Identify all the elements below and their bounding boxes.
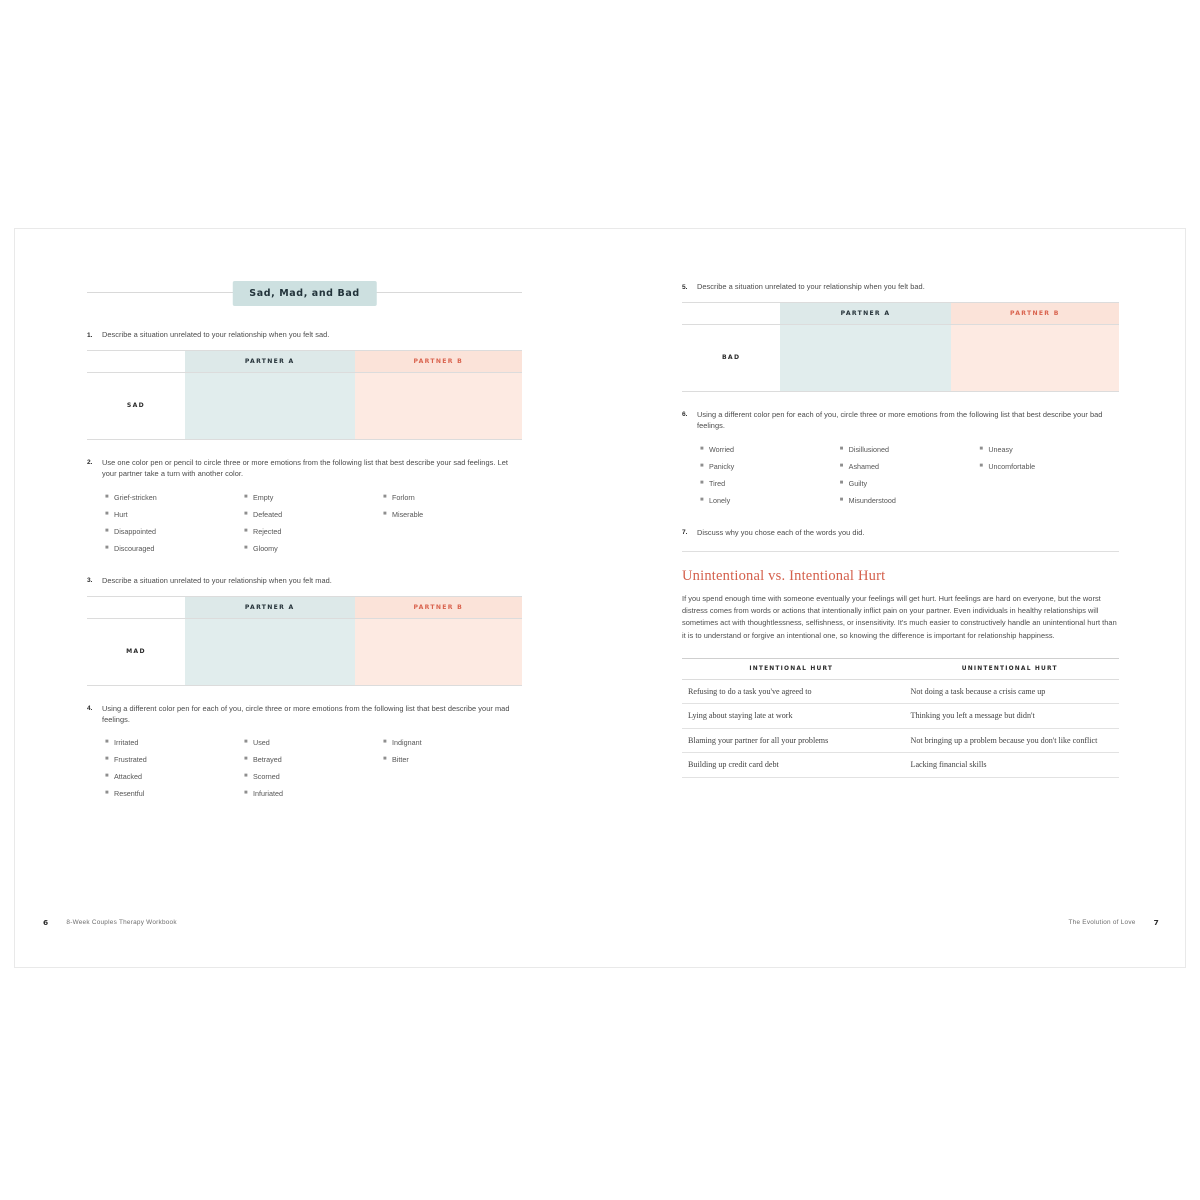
question-item-7	[682, 527, 1119, 539]
emotion-label: Irritated	[114, 738, 139, 748]
bullet-icon: ■	[244, 739, 248, 746]
item-text: Describe a situation unrelated to your relationship when you felt bad.	[697, 282, 925, 291]
partner-a-header: PARTNER A	[185, 350, 355, 372]
bullet-icon: ■	[700, 496, 704, 503]
item-number: 7.	[682, 529, 688, 537]
bullet-icon: ■	[244, 510, 248, 517]
emotion-label: Hurt	[114, 509, 128, 519]
bullet-icon: ■	[839, 445, 844, 452]
page-number: 6	[43, 918, 49, 927]
list-item[interactable]	[383, 506, 522, 523]
cell-intentional: Refusing to do a task you've agreed to	[682, 679, 901, 704]
emotion-column	[105, 489, 244, 557]
partner-table-bad	[682, 302, 1119, 392]
emotion-column	[383, 734, 522, 802]
table-header-row	[682, 302, 1119, 324]
partner-b-header: PARTNER B	[951, 302, 1119, 324]
bullet-icon: ■	[383, 493, 387, 500]
bullet-icon: ■	[383, 510, 387, 517]
bullet-icon: ■	[105, 527, 109, 534]
emotion-label: Used	[253, 738, 270, 748]
bullet-icon: ■	[105, 790, 109, 797]
table-row	[682, 679, 1119, 704]
table-header-row	[87, 350, 522, 372]
emotion-label: Discouraged	[114, 543, 155, 553]
emotion-label: Forlorn	[392, 492, 415, 502]
emotion-list-mad	[105, 734, 522, 802]
list-item[interactable]	[244, 785, 383, 802]
table-row	[682, 704, 1119, 729]
bullet-icon: ■	[839, 496, 844, 503]
bullet-icon: ■	[244, 773, 248, 780]
emotion-label: Disappointed	[114, 526, 156, 536]
list-item[interactable]	[700, 441, 840, 458]
list-item[interactable]	[105, 523, 244, 540]
table-row	[682, 753, 1119, 778]
bullet-icon: ■	[839, 462, 844, 469]
emotion-label: Uneasy	[988, 444, 1013, 454]
list-item[interactable]	[244, 489, 383, 506]
question-item-2	[87, 457, 522, 480]
emotion-label: Uncomfortable	[988, 461, 1036, 471]
item-number: 2.	[87, 459, 93, 467]
list-item[interactable]	[383, 734, 522, 751]
row-label-bad: BAD	[682, 324, 780, 391]
emotion-column	[840, 441, 980, 509]
empty-corner-cell	[87, 350, 185, 372]
partner-b-response-area[interactable]	[951, 324, 1119, 391]
list-item[interactable]	[244, 751, 383, 768]
item-number: 1.	[87, 331, 93, 339]
emotion-label: Tired	[709, 478, 726, 488]
emotion-label: Resentful	[114, 789, 145, 799]
list-item[interactable]	[840, 475, 980, 492]
emotion-column	[383, 489, 522, 557]
emotion-column	[700, 441, 840, 509]
table-row	[682, 324, 1119, 391]
item-number: 6.	[682, 411, 688, 419]
partner-a-header: PARTNER A	[185, 596, 355, 618]
table-header-row	[87, 596, 522, 618]
list-item[interactable]	[700, 458, 840, 475]
chapter-badge: Sad, Mad, and Bad	[232, 281, 376, 306]
list-item[interactable]	[105, 506, 244, 523]
emotion-label: Attacked	[114, 772, 142, 782]
emotion-label: Worried	[709, 444, 735, 454]
emotion-label: Gloomy	[253, 543, 278, 553]
question-item-1	[87, 329, 522, 341]
cell-intentional: Lying about staying late at work	[682, 704, 901, 729]
section-body-text: If you spend enough time with someone eventually your feelings will get hurt. Hurt feelings are hard on everyone, but the worst distress comes from words or actions that intentionally inflict pain on your partner. Even individuals in healthy relationships will sometimes act with thoughtlessness, selfishness, or insensitivity. It's much easier to constructively handle an unintentional hurt than it is to understand or forgive an intentional one, so knowing the difference is important for relationship happiness.	[682, 593, 1117, 640]
table-row	[682, 728, 1119, 753]
list-item[interactable]	[840, 492, 980, 509]
list-item[interactable]	[840, 458, 980, 475]
emotion-label: Ashamed	[848, 461, 880, 471]
emotion-column	[244, 489, 383, 557]
page-number: 7	[1153, 918, 1159, 927]
chapter-badge-row	[87, 281, 522, 315]
cell-unintentional: Lacking financial skills	[901, 753, 1120, 778]
left-page	[15, 229, 600, 967]
item-number: 3.	[87, 577, 93, 585]
partner-b-response-area[interactable]	[355, 618, 522, 685]
hurt-comparison-table	[682, 658, 1119, 778]
emotion-label: Empty	[253, 492, 274, 502]
partner-table-sad	[87, 350, 522, 440]
emotion-label: Rejected	[253, 526, 282, 536]
bullet-icon: ■	[244, 493, 248, 500]
list-item[interactable]	[105, 734, 244, 751]
bullet-icon: ■	[839, 479, 844, 486]
emotion-label: Lonely	[709, 495, 731, 505]
partner-a-header: PARTNER A	[780, 302, 950, 324]
list-item[interactable]	[700, 475, 840, 492]
emotion-label: Misunderstood	[848, 495, 896, 505]
table-row	[87, 372, 522, 439]
bullet-icon: ■	[383, 739, 387, 746]
question-item-3	[87, 575, 522, 587]
emotion-label: Frustrated	[114, 755, 147, 765]
right-page	[600, 229, 1185, 967]
list-item[interactable]	[979, 458, 1119, 475]
row-label-sad: SAD	[87, 372, 185, 439]
emotion-label: Betrayed	[253, 755, 282, 765]
emotion-label: Bitter	[392, 755, 409, 765]
footer-right	[1069, 918, 1159, 927]
bullet-icon: ■	[383, 756, 387, 763]
cell-intentional: Blaming your partner for all your problems	[682, 728, 901, 753]
cell-unintentional: Not doing a task because a crisis came up	[901, 679, 1120, 704]
chapter-title-footer: The Evolution of Love	[1068, 919, 1136, 926]
book-title-footer: 8-Week Couples Therapy Workbook	[66, 919, 177, 926]
partner-b-response-area[interactable]	[355, 372, 522, 439]
emotion-label: Defeated	[253, 509, 283, 519]
bullet-icon: ■	[700, 445, 704, 452]
list-item[interactable]	[105, 489, 244, 506]
list-item[interactable]	[244, 734, 383, 751]
bullet-icon: ■	[979, 462, 983, 469]
emotion-label: Scorned	[253, 772, 280, 782]
partner-a-response-area[interactable]	[185, 372, 355, 439]
book-spread	[14, 228, 1186, 968]
item-number: 4.	[87, 705, 93, 713]
list-item[interactable]	[105, 768, 244, 785]
item-text: Describe a situation unrelated to your relationship when you felt sad.	[102, 330, 330, 339]
item-text: Using a different color pen for each of you, circle three or more emotions from the following list that best describe your bad feelings.	[697, 409, 1103, 431]
item-text: Discuss why you chose each of the words you did.	[697, 527, 865, 537]
list-item[interactable]	[979, 441, 1119, 458]
bullet-icon: ■	[105, 544, 109, 551]
list-item[interactable]	[244, 506, 383, 523]
list-item[interactable]	[244, 540, 383, 557]
cell-unintentional: Thinking you left a message but didn't	[901, 704, 1120, 729]
empty-corner-cell	[682, 302, 780, 324]
emotion-label: Miserable	[392, 509, 424, 519]
list-item[interactable]	[383, 489, 522, 506]
list-item[interactable]	[700, 492, 840, 509]
partner-table-mad	[87, 596, 522, 686]
list-item[interactable]	[383, 751, 522, 768]
item-number: 5.	[682, 283, 688, 291]
cell-unintentional: Not bringing up a problem because you don't like conflict	[901, 728, 1120, 753]
bullet-icon: ■	[244, 527, 248, 534]
emotion-column	[244, 734, 383, 802]
partner-b-header: PARTNER B	[355, 596, 522, 618]
bullet-icon: ■	[244, 790, 248, 797]
emotion-label: Guilty	[848, 478, 868, 488]
column-header-unintentional: UNINTENTIONAL HURT	[901, 658, 1120, 679]
bullet-icon: ■	[700, 462, 704, 469]
bullet-icon: ■	[105, 756, 109, 763]
emotion-label: Disillusioned	[848, 444, 890, 454]
bullet-icon: ■	[244, 756, 248, 763]
emotion-label: Grief-stricken	[114, 492, 157, 502]
partner-a-response-area[interactable]	[780, 324, 950, 391]
item-text: Describe a situation unrelated to your relationship when you felt mad.	[102, 575, 332, 585]
item-text: Using a different color pen for each of you, circle three or more emotions from the following list that best describe your mad feelings.	[102, 703, 510, 725]
emotion-label: Infuriated	[253, 789, 283, 799]
partner-b-header: PARTNER B	[355, 350, 522, 372]
section-divider-rule	[682, 551, 1119, 552]
bullet-icon: ■	[105, 510, 109, 517]
bullet-icon: ■	[105, 773, 109, 780]
emotion-label: Panicky	[709, 461, 735, 471]
question-item-6	[682, 409, 1119, 432]
list-item[interactable]	[840, 441, 980, 458]
list-item[interactable]	[105, 751, 244, 768]
question-item-5	[682, 281, 1119, 293]
emotion-column	[105, 734, 244, 802]
bullet-icon: ■	[105, 739, 109, 746]
list-item[interactable]	[244, 523, 383, 540]
emotion-list-bad	[700, 441, 1119, 509]
list-item[interactable]	[244, 768, 383, 785]
emotion-list-sad	[105, 489, 522, 557]
bullet-icon: ■	[700, 479, 704, 486]
row-label-mad: MAD	[87, 618, 185, 685]
bullet-icon: ■	[979, 445, 983, 452]
empty-corner-cell	[87, 596, 185, 618]
bullet-icon: ■	[244, 544, 248, 551]
question-item-4	[87, 703, 522, 726]
bullet-icon: ■	[105, 493, 109, 500]
cell-intentional: Building up credit card debt	[682, 753, 901, 778]
table-row	[87, 618, 522, 685]
partner-a-response-area[interactable]	[185, 618, 355, 685]
emotion-column	[979, 441, 1119, 509]
list-item[interactable]	[105, 540, 244, 557]
section-title: Unintentional vs. Intentional Hurt	[682, 567, 886, 584]
item-text: Use one color pen or pencil to circle three or more emotions from the following list that best describe your sad feelings. Let your partner take a turn with another color.	[102, 457, 509, 479]
emotion-label: Indignant	[392, 738, 422, 748]
list-item[interactable]	[105, 785, 244, 802]
table-header-row	[682, 658, 1119, 679]
footer-left	[43, 918, 177, 927]
column-header-intentional: INTENTIONAL HURT	[682, 658, 901, 679]
